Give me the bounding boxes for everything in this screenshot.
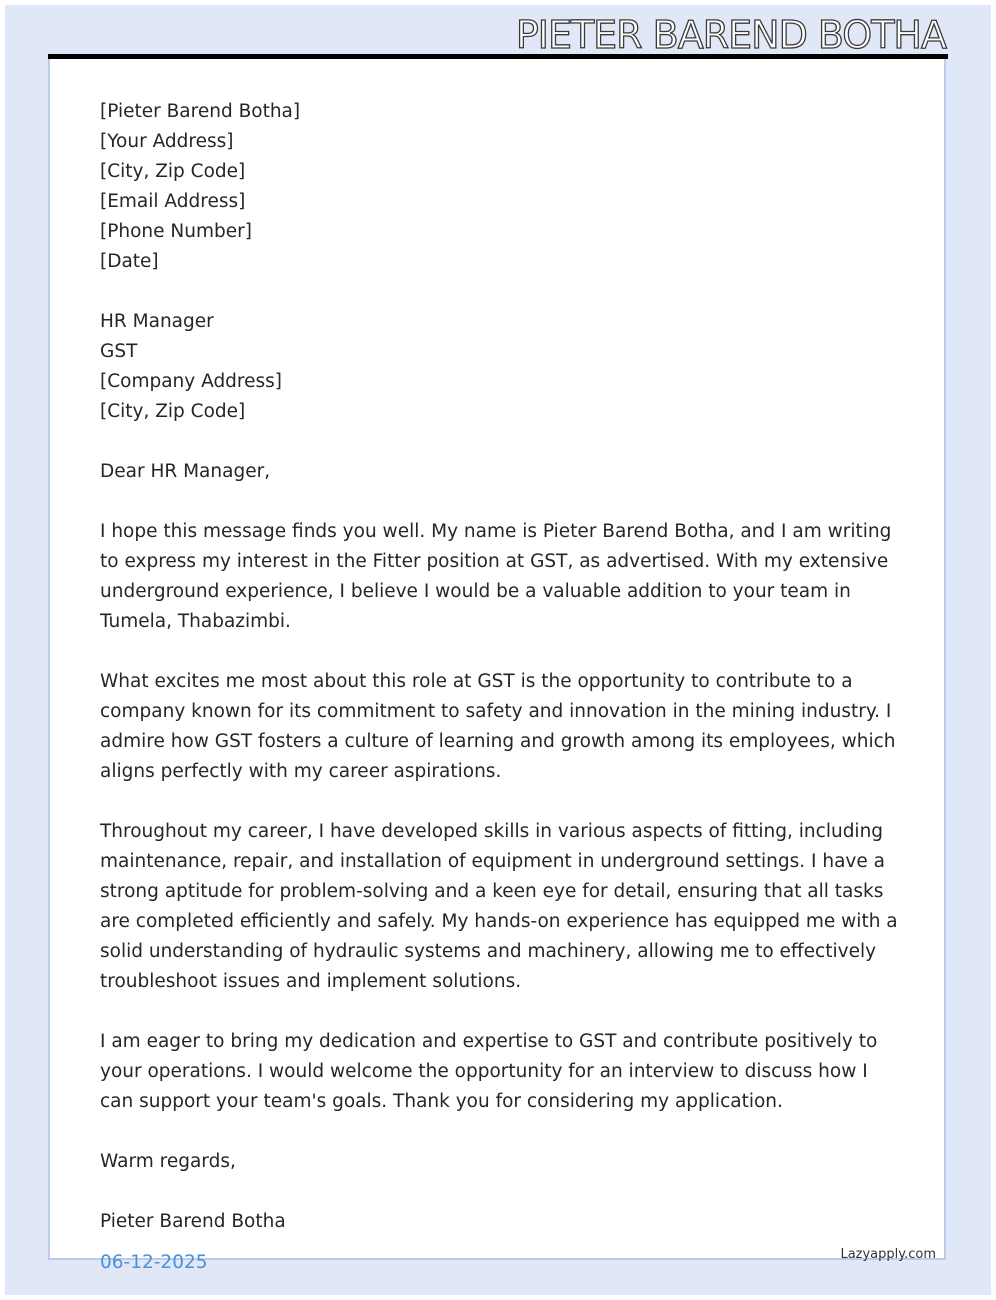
paragraph-skills: Throughout my career, I have developed skills in various aspects of fitting, including maintenance, repair, and installation of equipment in underground settings. I have a strong aptitude for problem-solving and a keen eye for detail, ensuring that all tasks are completed efficiently and safely. My hands-on experience has equipped me with a solid understanding of hydraulic systems and machinery, allowing me to effectively troubleshoot issues and implement solutions. — [100, 821, 898, 992]
sender-date: [Date] — [100, 251, 159, 272]
sender-city-zip: [City, Zip Code] — [100, 161, 246, 182]
sender-address: [Your Address] — [100, 131, 234, 152]
recipient-block — [100, 307, 900, 427]
recipient-city-zip: [City, Zip Code] — [100, 401, 246, 422]
footer-date: 06-12-2025 — [100, 1252, 208, 1273]
paragraph-closing: I am eager to bring my dedication and expertise to GST and contribute positively to your operations. I would welcome the opportunity for an interview to discuss how I can support your team's goals. Thank you for considering my application. — [100, 1031, 878, 1112]
recipient-address: [Company Address] — [100, 371, 283, 392]
letter-body — [100, 97, 900, 1237]
paragraph-intro: I hope this message finds you well. My name is Pieter Barend Botha, and I am writing to express my interest in the Fitter position at GST, as advertised. With my extensive underground experience, I believe I would be a valuable addition to your team in Tumela, Thabazimbi. — [100, 521, 892, 632]
closing-phrase: Warm regards, — [100, 1151, 236, 1172]
salutation: Dear HR Manager, — [100, 461, 271, 482]
recipient-company: GST — [100, 341, 138, 362]
signature: Pieter Barend Botha — [100, 1211, 286, 1232]
recipient-title: HR Manager — [100, 311, 214, 332]
footer-brand: Lazyapply.com — [840, 1247, 936, 1262]
sender-phone: [Phone Number] — [100, 221, 252, 242]
sender-block — [100, 97, 900, 277]
paragraph-motivation: What excites me most about this role at GST is the opportunity to contribute to a company known for its commitment to safety and innovation in the mining industry. I admire how GST fosters a culture of learning and growth among its employees, which aligns perfectly with my career aspirations. — [100, 671, 896, 782]
applicant-name-header: PIETER BAREND BOTHA — [515, 13, 946, 57]
sender-email: [Email Address] — [100, 191, 246, 212]
sender-name: [Pieter Barend Botha] — [100, 101, 301, 122]
